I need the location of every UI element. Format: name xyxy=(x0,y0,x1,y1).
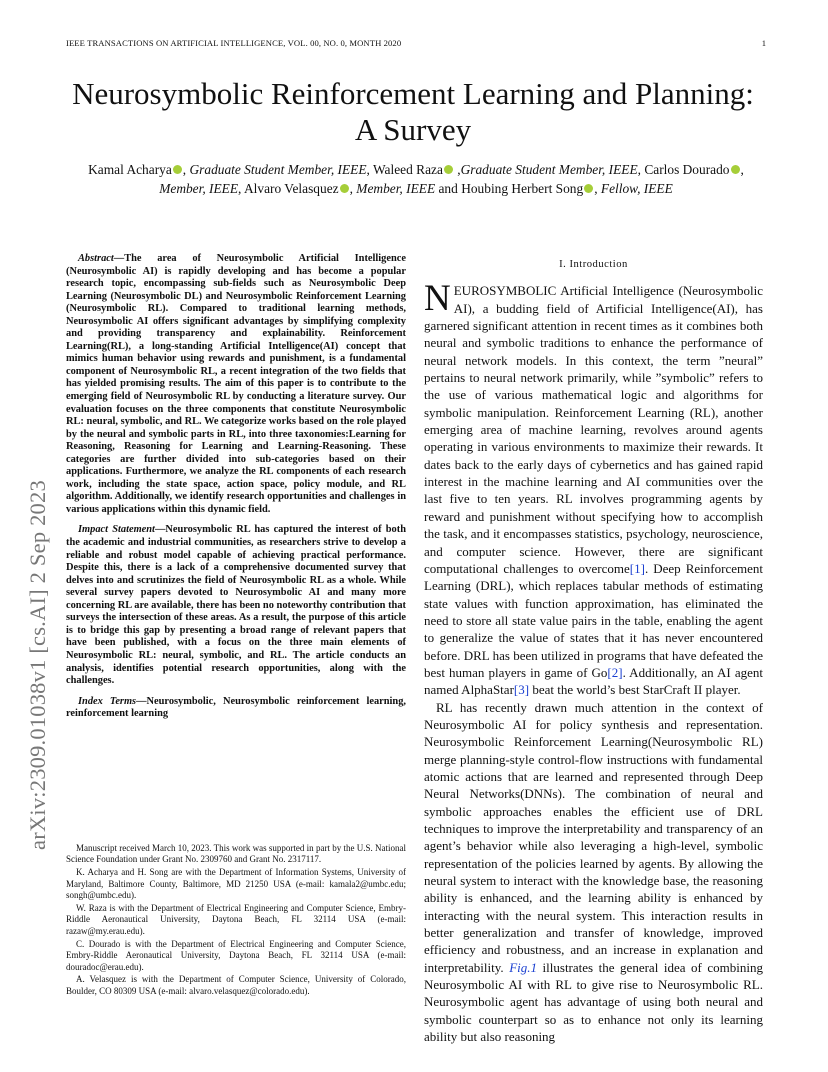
footnote: K. Acharya and H. Song are with the Department of Information Systems, University of Maryland, Baltimore County, Baltimore, MD 21250 USA (e-mail: kamala2@umbc.edu; songh@umbc.edu). xyxy=(66,867,406,901)
author-separator: , xyxy=(740,162,744,177)
author-name: Carlos Dourado xyxy=(644,162,730,177)
citation-link[interactable]: [2] xyxy=(607,664,623,680)
author-separator: , xyxy=(453,162,461,177)
orcid-icon[interactable] xyxy=(731,165,740,174)
lead-word: EUROSYMBOLIC xyxy=(453,283,557,299)
intro-text: beat the world’s best StarCraft II player. xyxy=(529,682,741,698)
index-terms-label: Index Terms xyxy=(78,695,137,707)
author-name: Houbing Herbert Song xyxy=(461,181,584,196)
intro-text: illustrates the general idea of combining Neurosymbolic AI with RL to give rise to Neurosymbolic RL. Neurosymbolic agent has advantage of using both neural and symbolic counterpart so as to enhance not only its learning ability but also reasoning xyxy=(424,959,763,1045)
intro-text: . Deep Reinforcement Learning (DRL), which replaces tabular methods of estimating state values with function approximation, has eliminated the need to store all state value pairs in the table, enabling the agent to generalize the value of states that it has never encountered before. DRL has been utilized in programs that have defeated the best human players in game of Go xyxy=(424,560,763,680)
left-column xyxy=(66,253,406,729)
orcid-icon[interactable] xyxy=(584,184,593,193)
index-terms-text: —Neurosymbolic, Neurosymbolic reinforcement learning, reinforcement learning xyxy=(66,695,406,720)
impact-label: Impact Statement xyxy=(78,524,155,536)
page-number: 1 xyxy=(761,38,766,48)
author-list: Kamal Acharya , Graduate Student Member, IEEE, Waleed Raza ,Graduate Student Member, IEEE, Carlos Dourado , Member, IEEE, Alvaro Velasquez , Member, IEEE and Houbing Herbert Song , Fellow, IEEE xyxy=(88,162,744,196)
right-column xyxy=(424,256,763,1045)
author-separator: , xyxy=(594,181,601,196)
drop-cap: N xyxy=(424,278,451,320)
intro-text: Artificial Intelligence (Neurosymbolic AI), a budding field of Artificial Intelligence(AI), has garnered significant attention in recent times as it combines both neural and symbolic traditions to enhance the performance of neural network models. In this context, the term ”neural” pertains to neural network primarily, while ”symbolic” refers to the use of various mathematical logic and algorithms for symbolic manipulation. Reinforcement Learning (RL), another emerging area of machine learning, revolves around agents operating in various environments to maximize their rewards. It dates back to the early days of cybernetics and has gained rapid interest in the machine learning and AI communities over the last five to ten years. RL involves programming agents by reward and punishment without specifying how to accomplish the task, and it encompasses statistics, psychology, neuroscience, and computer science. However, there are significant computational challenges to overcome xyxy=(424,283,763,576)
authors-and: and xyxy=(438,181,458,196)
footnotes xyxy=(66,843,406,999)
citation-link[interactable]: [1] xyxy=(629,560,645,576)
footnote: A. Velasquez is with the Department of Computer Science, University of Colorado, Boulder, CO 80309 USA (e-mail: alvaro.velasquez@colorado.edu). xyxy=(66,974,406,996)
author-name: Kamal Acharya xyxy=(88,162,172,177)
section-heading: I. Introduction xyxy=(559,259,628,270)
figure-reference-link[interactable]: Fig.1 xyxy=(509,959,538,975)
intro-paragraph-1 xyxy=(424,278,764,698)
abstract-label: Abstract xyxy=(78,253,114,264)
impact-text: —Neurosymbolic RL has captured the interest of both the academic and industrial communities, as researchers strive to develop a reliable and robust model capable of achieving practical performance. Despite this, there is a lack of a comprehensive documented survey that delves into and scrutinizes the field of Neurosymbolic RL as a whole. While several survey papers devoted to Neurosymbolic AI and many more concerning RL are available, there has been no noteworthy contribution that surveys the intersection of these areas. As a result, the purpose of this article is to bridge this gap by presenting a broad range of relevant papers that have been published, with a focus on the three main elements of Neurosymbolic RL: neural, symbolic, and RL. The article conducts an analysis, identifies potential research opportunities, along with the challenges. xyxy=(66,524,406,687)
citation-link[interactable]: [3] xyxy=(513,682,530,698)
author-role: Member, IEEE xyxy=(356,181,436,196)
orcid-icon[interactable] xyxy=(173,165,182,174)
abstract xyxy=(66,253,406,516)
arxiv-side-stamp: arXiv:2309.01038v1 [cs.AI] 2 Sep 2023 xyxy=(25,480,50,850)
author-role: Fellow, IEEE xyxy=(600,181,673,196)
footnote: Manuscript received March 10, 2023. This work was supported in part by the U.S. National Science Foundation under Grant No. 2309760 and Grant No. 2317117. xyxy=(66,843,406,865)
author-role: Member, IEEE xyxy=(159,181,239,196)
intro-text: . Additionally, an AI agent named AlphaStar xyxy=(424,664,764,698)
author-separator: , xyxy=(182,162,190,177)
impact-statement xyxy=(66,524,406,687)
paper-title: Neurosymbolic Reinforcement Learning and Planning: A Survey xyxy=(72,76,754,147)
author-role: Graduate Student Member, IEEE xyxy=(460,162,638,177)
author-name: Alvaro Velasquez xyxy=(244,181,339,196)
footnote: C. Dourado is with the Department of Electrical Engineering and Computer Science, Embry-Riddle Aeronautical University, Daytona Beach, FL 32114 USA (e-mail: douradoc@erau.edu). xyxy=(66,938,406,972)
author-separator: , xyxy=(349,181,357,196)
orcid-icon[interactable] xyxy=(444,165,453,174)
intro-paragraph-2 xyxy=(424,699,763,1046)
intro-text: RL has recently drawn much attention in the context of Neurosymbolic AI for policy synthesis and representation. Neurosymbolic Reinforcement Learning(Neurosymbolic RL) merge planning-style control-flow instructions with fundamental atomic actions that are learned and represented through Deep Neural Networks(DNNs). The combination of neural and symbolic approaches enables the efficient use of DRL techniques to improve the interpretability and transparency of an agent’s behavior while also leveraging a high-level, symbolic representation of the policies learned by agents. By allowing the neural system to interact with the knowledge base, the reasoning ability is enhanced, and the learning ability is enhanced by interacting with the neural system. This interaction results in better generalization and transfer of knowledge, improved efficiency and robustness, and an increase in explanation and interpretability. xyxy=(424,699,763,975)
index-terms xyxy=(66,696,406,721)
author-role: Graduate Student Member, IEEE xyxy=(189,162,367,177)
orcid-icon[interactable] xyxy=(340,184,349,193)
footnote: W. Raza is with the Department of Electrical Engineering and Computer Science, Embry-Riddle Aeronautical University, Daytona Beach, FL 32114 USA (e-mail: razaw@my.erau.edu). xyxy=(66,903,406,936)
abstract-text: —The area of Neurosymbolic Artificial Intelligence (Neurosymbolic AI) is rapidly developing and has become a popular research topic, encompassing sub-fields such as Neurosymbolic Deep Learning (Neurosymbolic DL) and Neurosymbolic Reinforcement Learning (Neurosymbolic RL). Compared to traditional learning methods, Neurosymbolic AI offers significant advantages by simplifying complexity and providing transparency and explainability. Reinforcement Learning(RL), a long-standing Artificial Intelligence(AI) concept that mimics human behavior using rewards and punishment, is a fundamental component of Neurosymbolic RL, a recent integration of the two fields that has yielded promising results. The aim of this paper is to contribute to the emerging field of Neurosymbolic RL by conducting a literature survey. Our evaluation focuses on the three components that constitute Neurosymbolic RL: neural, symbolic, and RL. We categorize works based on the role played by the neural and symbolic parts in RL, into three taxonomies:Learning for Reasoning, Reasoning for Learning and Learning-Reasoning. These categories are further divided into sub-categories based on their applications. Furthermore, we analyze the RL components of each research work, including the state space, action space, policy module, and RL algorithm. Additionally, we identify research opportunities and challenges in various applications within this dynamic field. xyxy=(66,253,406,515)
author-name: Waleed Raza xyxy=(372,162,443,177)
running-head: IEEE TRANSACTIONS ON ARTIFICIAL INTELLIGENCE, VOL. 00, NO. 0, MONTH 2020 xyxy=(66,38,402,48)
